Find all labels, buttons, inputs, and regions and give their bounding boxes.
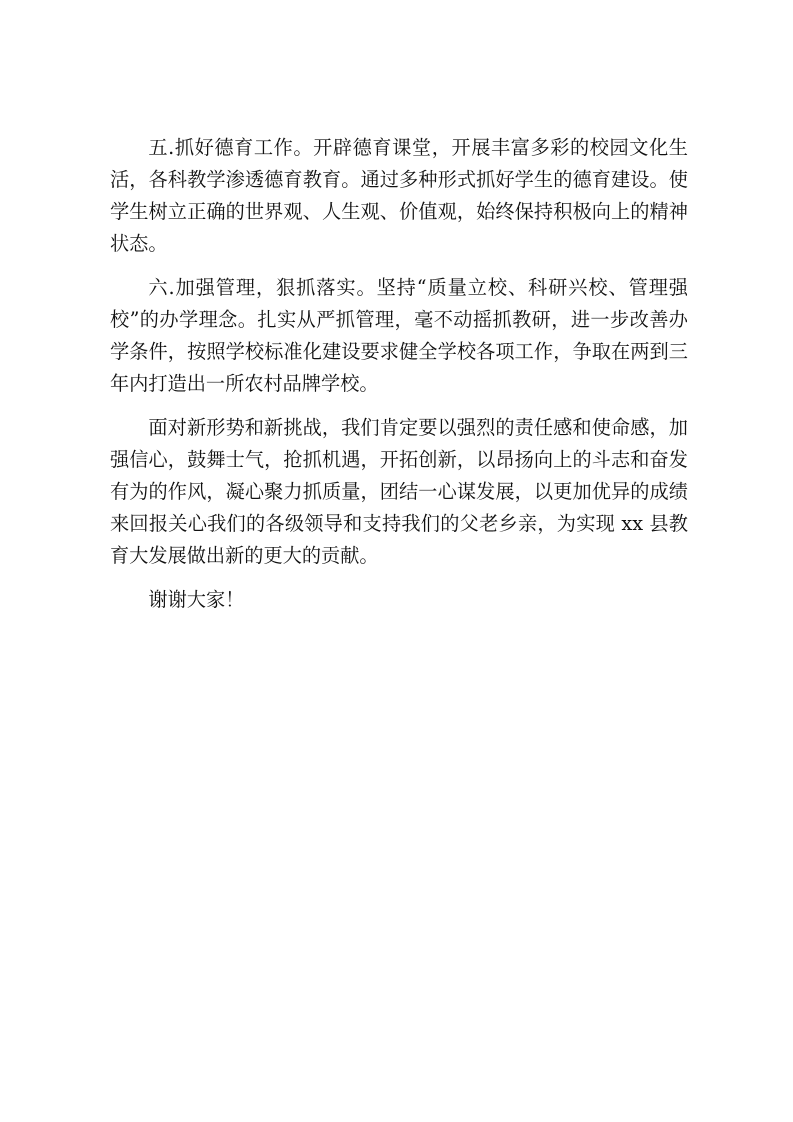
paragraph-thanks: 谢谢大家！ bbox=[148, 588, 245, 611]
paragraph-new-challenges: 面对新形势和新挑战，我们肯定要以强烈的责任感和使命感，加强信心，鼓舞士气，抢抓机遇，开拓创新，以昂扬向上的斗志和奋发有为的作风，凝心聚力抓质量，团结一心谋发展，以更加优异的成绩来回报关心我们的各级领导和支持我们的父老乡亲，为实现 xx 县教育大发展做出新的更大的贡献。 bbox=[110, 416, 688, 567]
document-body bbox=[110, 132, 688, 628]
paragraph-moral-education: 五.抓好德育工作。开辟德育课堂，开展丰富多彩的校园文化生活，各科教学渗透德育教育。通过多种形式抓好学生的德育建设。使学生树立正确的世界观、人生观、价值观，始终保持积极向上的精神状态。 bbox=[110, 136, 688, 255]
paragraph-management: 六.加强管理，狠抓落实。坚持“质量立校、科研兴校、管理强校”的办学理念。扎实从严抓管理，毫不动摇抓教研，进一步改善办学条件，按照学校标准化建设要求健全学校各项工作，争取在两到三年内打造出一所农村品牌学校。 bbox=[110, 276, 688, 395]
